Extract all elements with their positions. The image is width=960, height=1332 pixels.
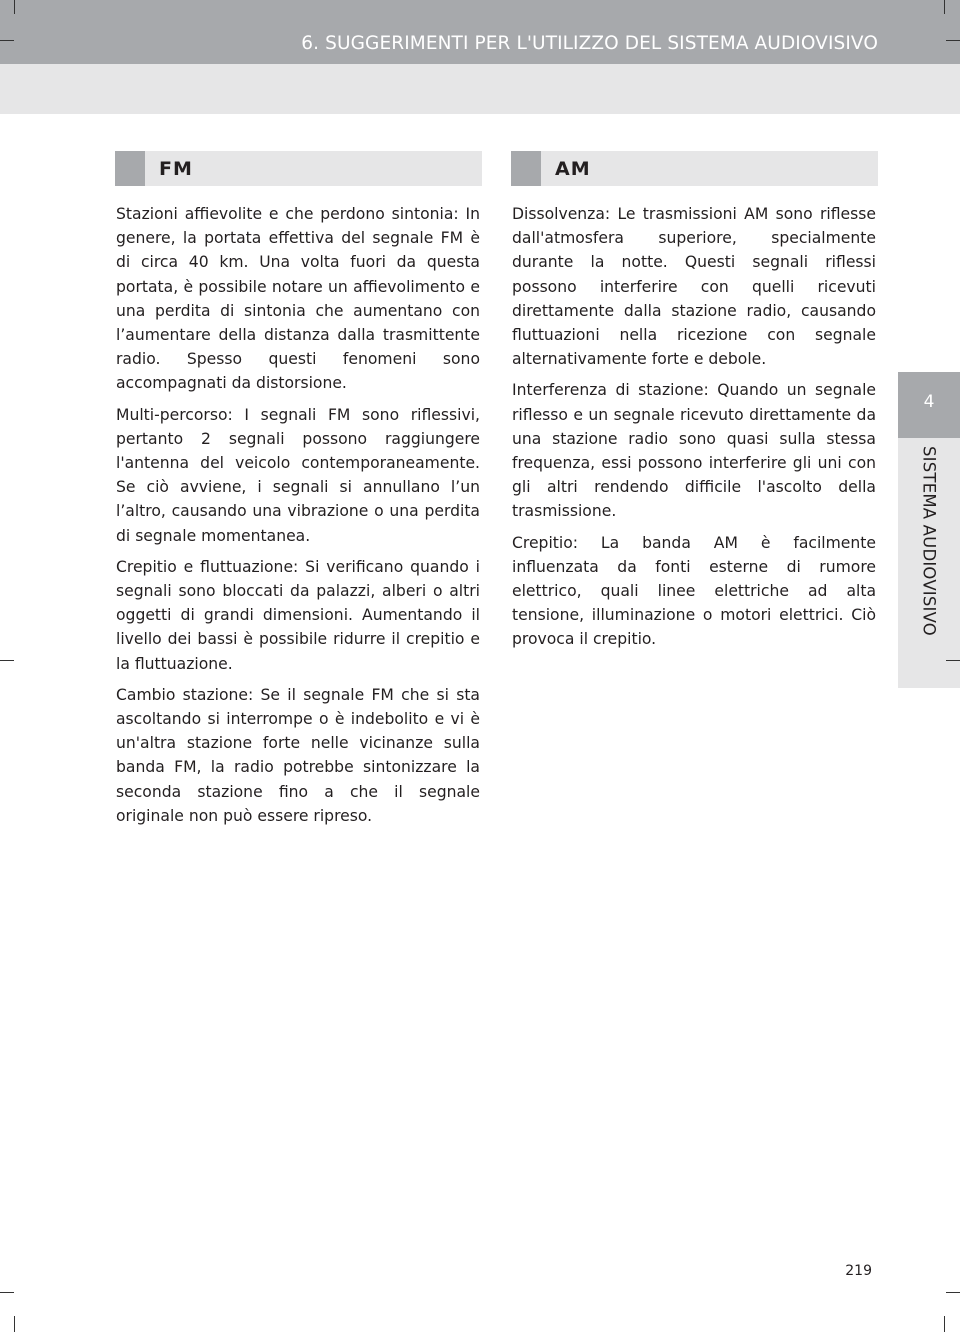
crop-mark — [946, 660, 960, 661]
page-number: 219 — [845, 1263, 872, 1279]
crop-mark — [14, 0, 15, 14]
crop-mark — [0, 660, 14, 661]
crop-mark — [946, 1292, 960, 1293]
am-column — [512, 202, 876, 659]
header-bar — [0, 0, 960, 64]
section-title-fm: FM — [159, 158, 193, 180]
section-marker — [115, 151, 145, 186]
fm-paragraph: Crepitio e fluttuazione: Si verificano quando i segnali sono bloccati da palazzi, alberi o altri oggetti di grandi dimensioni. Aumentando il livello dei bassi è possibile ridurre il crepitio e la fluttuazione. — [116, 557, 480, 673]
fm-column — [116, 202, 480, 835]
crop-mark — [0, 40, 14, 41]
chapter-title: 6. SUGGERIMENTI PER L'UTILIZZO DEL SISTEMA AUDIOVISIVO — [301, 33, 878, 54]
section-title-am: AM — [555, 158, 591, 180]
fm-paragraph: Cambio stazione: Se il segnale FM che si sta ascoltando si interrompe o è indebolito e vi è un'altra stazione forte nelle vicinanze sulla banda FM, la radio potrebbe sintonizzare la seconda stazione fino a che il segnale originale non può essere ripreso. — [116, 685, 480, 825]
crop-mark — [14, 1316, 15, 1332]
side-tab-number-box — [898, 372, 960, 438]
fm-paragraph: Stazioni affievolite e che perdono sintonia: In genere, la portata effettiva del segnale FM è di circa 40 km. Una volta fuori da questa portata, è possibile notare un affievolimento e una perdita di sintonia che aumentano con l’aumentare della distanza dalla trasmittente radio. Spesso questi fenomeni sono accompagnati da distorsione. — [116, 205, 480, 393]
crop-mark — [944, 1316, 945, 1332]
section-header-am — [511, 151, 878, 186]
am-paragraph: Crepitio: La banda AM è facilmente influenzata da fonti esterne di rumore elettrico, quali linee elettriche ad alta tensione, illuminazione o motori elettrici. Ciò provoca il crepitio. — [512, 533, 876, 649]
am-paragraph: Dissolvenza: Le trasmissioni AM sono riflesse dall'atmosfera superiore, specialmente durante la notte. Questi segnali riflessi possono interferire con quelli ricevuti direttamente dalla stazione radio, causando fluttuazioni nella ricezione con segnale alternativamente forte e debole. — [512, 205, 876, 369]
side-tab-number: 4 — [923, 392, 935, 412]
crop-mark — [944, 0, 945, 14]
side-tab — [898, 438, 960, 688]
side-tab-label: SISTEMA AUDIOVISIVO — [919, 446, 939, 636]
fm-paragraph: Multi-percorso: I segnali FM sono riflessivi, pertanto 2 segnali possono raggiungere l'antenna del veicolo contemporaneamente. Se ciò avviene, i segnali si annullano l’un l’altro, causando una vibrazione o una perdita di segnale momentanea. — [116, 405, 480, 545]
am-paragraph: Interferenza di stazione: Quando un segnale riflesso e un segnale ricevuto direttamente da una stazione radio sono quasi sulla stessa frequenza, essi possono interferire gli uni con gli altri rendendo difficile l'ascolto della trasmissione. — [512, 381, 876, 521]
crop-mark — [946, 40, 960, 41]
section-marker — [511, 151, 541, 186]
section-header-fm — [115, 151, 482, 186]
crop-mark — [0, 1292, 14, 1293]
